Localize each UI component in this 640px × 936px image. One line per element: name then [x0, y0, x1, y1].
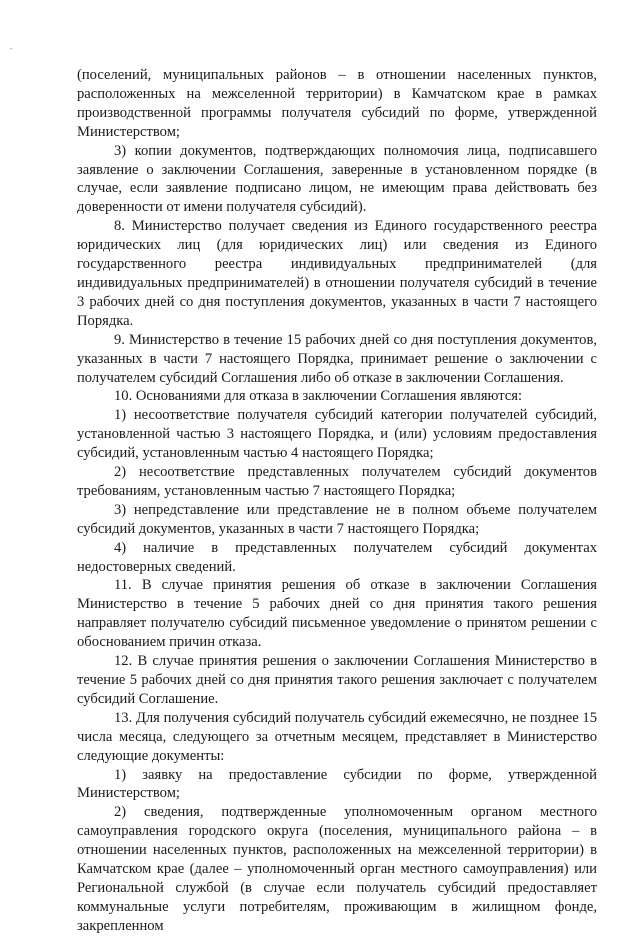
paragraph-7-3: 3) копии документов, подтверждающих полномочия лица, подписавшего заявление о заключении Соглашения, заверенные в установленном порядке (в случае, если заявление подписано лицом, не имеющим права действовать без доверенности от имени получателя субсидий). — [77, 142, 597, 216]
paragraph-8: 8. Министерство получает сведения из Единого государственного реестра юридических лиц (для юридических лиц) или сведения из Единого государственного реестра индивидуальных предпринимателей (для индивидуальных предпринимателей) в отношении получателя субсидий в течение 3 рабочих дней со дня поступления документов, указанных в части 7 настоящего Порядка. — [77, 218, 597, 329]
paragraph-10-4: 4) наличие в представленных получателем субсидий документах недостоверных сведений. — [77, 539, 597, 575]
paragraph-13: 13. Для получения субсидий получатель субсидий ежемесячно, не позднее 15 числа месяца, следующего за отчетным месяцем, представляет в Министерство следующие документы: — [77, 709, 597, 764]
paragraph-continuation: (поселений, муниципальных районов – в отношении населенных пунктов, расположенных на межселенной территории) в Камчатском крае в рамках производственной программы получателя субсидий по форме, утвержденной Министерством; — [77, 67, 597, 140]
paragraph-13-2: 2) сведения, подтвержденные уполномоченным органом местного самоуправления городского округа (поселения, муниципального района – в отношении населенных пунктов, расположенных на межселенной территории) в Камчатском крае (далее – уполномоченный орган местного самоуправления) или Региональной службой (в случае если получатель субсидий предоставляет коммунальные услуги потребителям, проживающим в жилищном фонде, закрепленном — [77, 804, 597, 934]
paragraph-10: 10. Основаниями для отказа в заключении Соглашения являются: — [114, 388, 523, 405]
paragraph-10-2: 2) несоответствие представленных получателем субсидий документов требованиям, установленным частью 7 настоящего Порядка; — [77, 464, 597, 499]
margin-mark: - — [10, 44, 13, 53]
paragraph-10-1: 1) несоответствие получателя субсидий категории получателей субсидий, установленной частью 3 настоящего Порядка, и (или) условиям предоставления субсидий, установленным частью 4 настоящего Порядка; — [77, 407, 597, 462]
paragraph-9: 9. Министерство в течение 15 рабочих дней со дня поступления документов, указанных в части 7 настоящего Порядка, принимает решение о заключении с получателем субсидий Соглашения либо об отказе в заключении Соглашения. — [77, 331, 597, 386]
document-body — [77, 66, 597, 936]
paragraph-13-1: 1) заявку на предоставление субсидии по форме, утвержденной Министерством; — [77, 766, 597, 802]
paragraph-10-3: 3) непредставление или представление не в полном объеме получателем субсидий документов, указанных в части 7 настоящего Порядка; — [77, 501, 597, 537]
paragraph-11: 11. В случае принятия решения об отказе в заключении Соглашения Министерство в течение 5 рабочих дней со дня принятия такого решения направляет получателю субсидий письменное уведомление о принятом решении с обоснованием причин отказа. — [77, 577, 597, 651]
paragraph-12: 12. В случае принятия решения о заключении Соглашения Министерство в течение 5 рабочих дней со дня принятия такого решения заключает с получателем субсидий Соглашение. — [77, 653, 597, 707]
